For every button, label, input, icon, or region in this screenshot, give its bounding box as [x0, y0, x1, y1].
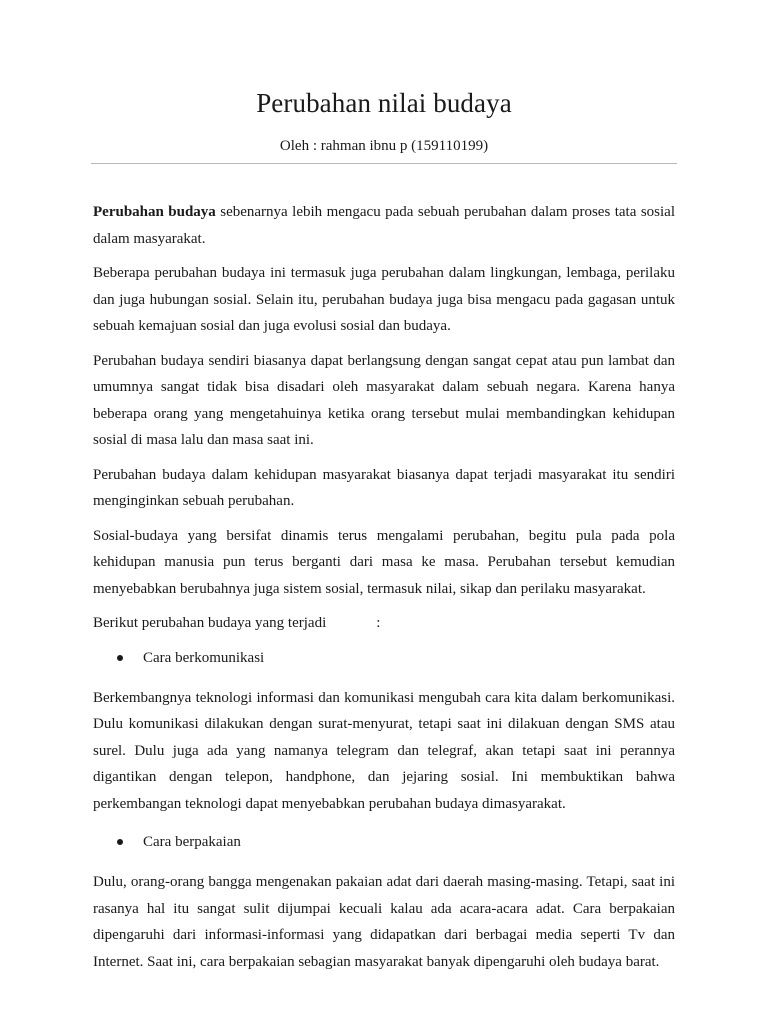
list-intro-text: Berikut perubahan budaya yang terjadi: [93, 615, 327, 631]
bullet-label: Cara berkomunikasi: [143, 649, 265, 666]
paragraph-5: Sosial-budaya yang bersifat dinamis terus mengalami perubahan, begitu pula pada pola kehidupan manusia pun terus berganti dari masa ke masa. Perubahan tersebut kemudian menyebabkan berubahnya juga sistem sosial, termasuk nilai, sikap dan perilaku masyarakat.: [93, 527, 675, 597]
title-divider: [91, 163, 677, 164]
bullet-label: Cara berpakaian: [143, 834, 241, 850]
intro-text: sebenarnya lebih mengacu pada sebuah perubahan dalam proses tata sosial dalam masyarakat.: [93, 204, 675, 247]
intro-bold-term: Perubahan budaya: [93, 204, 216, 220]
paragraph-intro: [93, 199, 675, 252]
document-body: [93, 199, 675, 983]
paragraph-communication: Berkembangnya teknologi informasi dan komunikasi mengubah cara kita dalam berkomunikasi. Dulu komunikasi dilakukan dengan surat-menyurat, tetapi saat ini dilakuan dengan SMS atau surel. Dulu juga ada yang namanya telegram dan telegraf, akan tetapi saat ini perannya digantikan dengan telepon, handphone, dan jejaring sosial. Ini membuktikan bahwa perkembangan teknologi dapat menyebabkan perubahan budaya dimasyarakat.: [93, 689, 675, 812]
bullet-item-communication: [93, 645, 675, 671]
document-author: Oleh : rahman ibnu p (159110199): [279, 138, 489, 154]
paragraph-4: Perubahan budaya dalam kehidupan masyarakat biasanya dapat terjadi masyarakat itu sendiri menginginkan sebuah perubahan.: [93, 466, 675, 509]
bullet-dot-icon: [117, 839, 123, 845]
document-title: Perubahan nilai budaya: [256, 88, 512, 118]
bullet-dot-icon: [117, 655, 123, 661]
bullet-item-clothing: [93, 829, 675, 855]
paragraph-list-intro: [93, 610, 675, 637]
paragraph-clothing: Dulu, orang-orang bangga mengenakan pakaian adat dari daerah masing-masing. Tetapi, saat ini rasanya hal itu sangat sulit dijumpai kecuali kalau ada acara-acara adat. Cara berpakaian dipengaruhi dari informasi-informasi yang didapatkan dari berbagai media seperti Tv dan Internet. Saat ini, cara berpakaian sebagian masyarakat banyak dipengaruhi oleh budaya barat.: [93, 874, 675, 970]
list-intro-colon: :: [376, 615, 381, 631]
paragraph-3: Perubahan budaya sendiri biasanya dapat berlangsung dengan sangat cepat atau pun lambat dan umumnya sangat tidak bisa disadari oleh masyarakat dalam sebuah negara. Karena hanya beberapa orang yang mengetahuinya ketika orang tersebut mulai membandingkan kehidupan sosial di masa lalu dan masa saat ini.: [93, 352, 675, 448]
paragraph-2: Beberapa perubahan budaya ini termasuk juga perubahan dalam lingkungan, lembaga, perilaku dan juga hubungan sosial. Selain itu, perubahan budaya juga bisa mengacu pada gagasan untuk sebuah kemajuan sosial dan juga evolusi sosial dan budaya.: [93, 265, 675, 334]
